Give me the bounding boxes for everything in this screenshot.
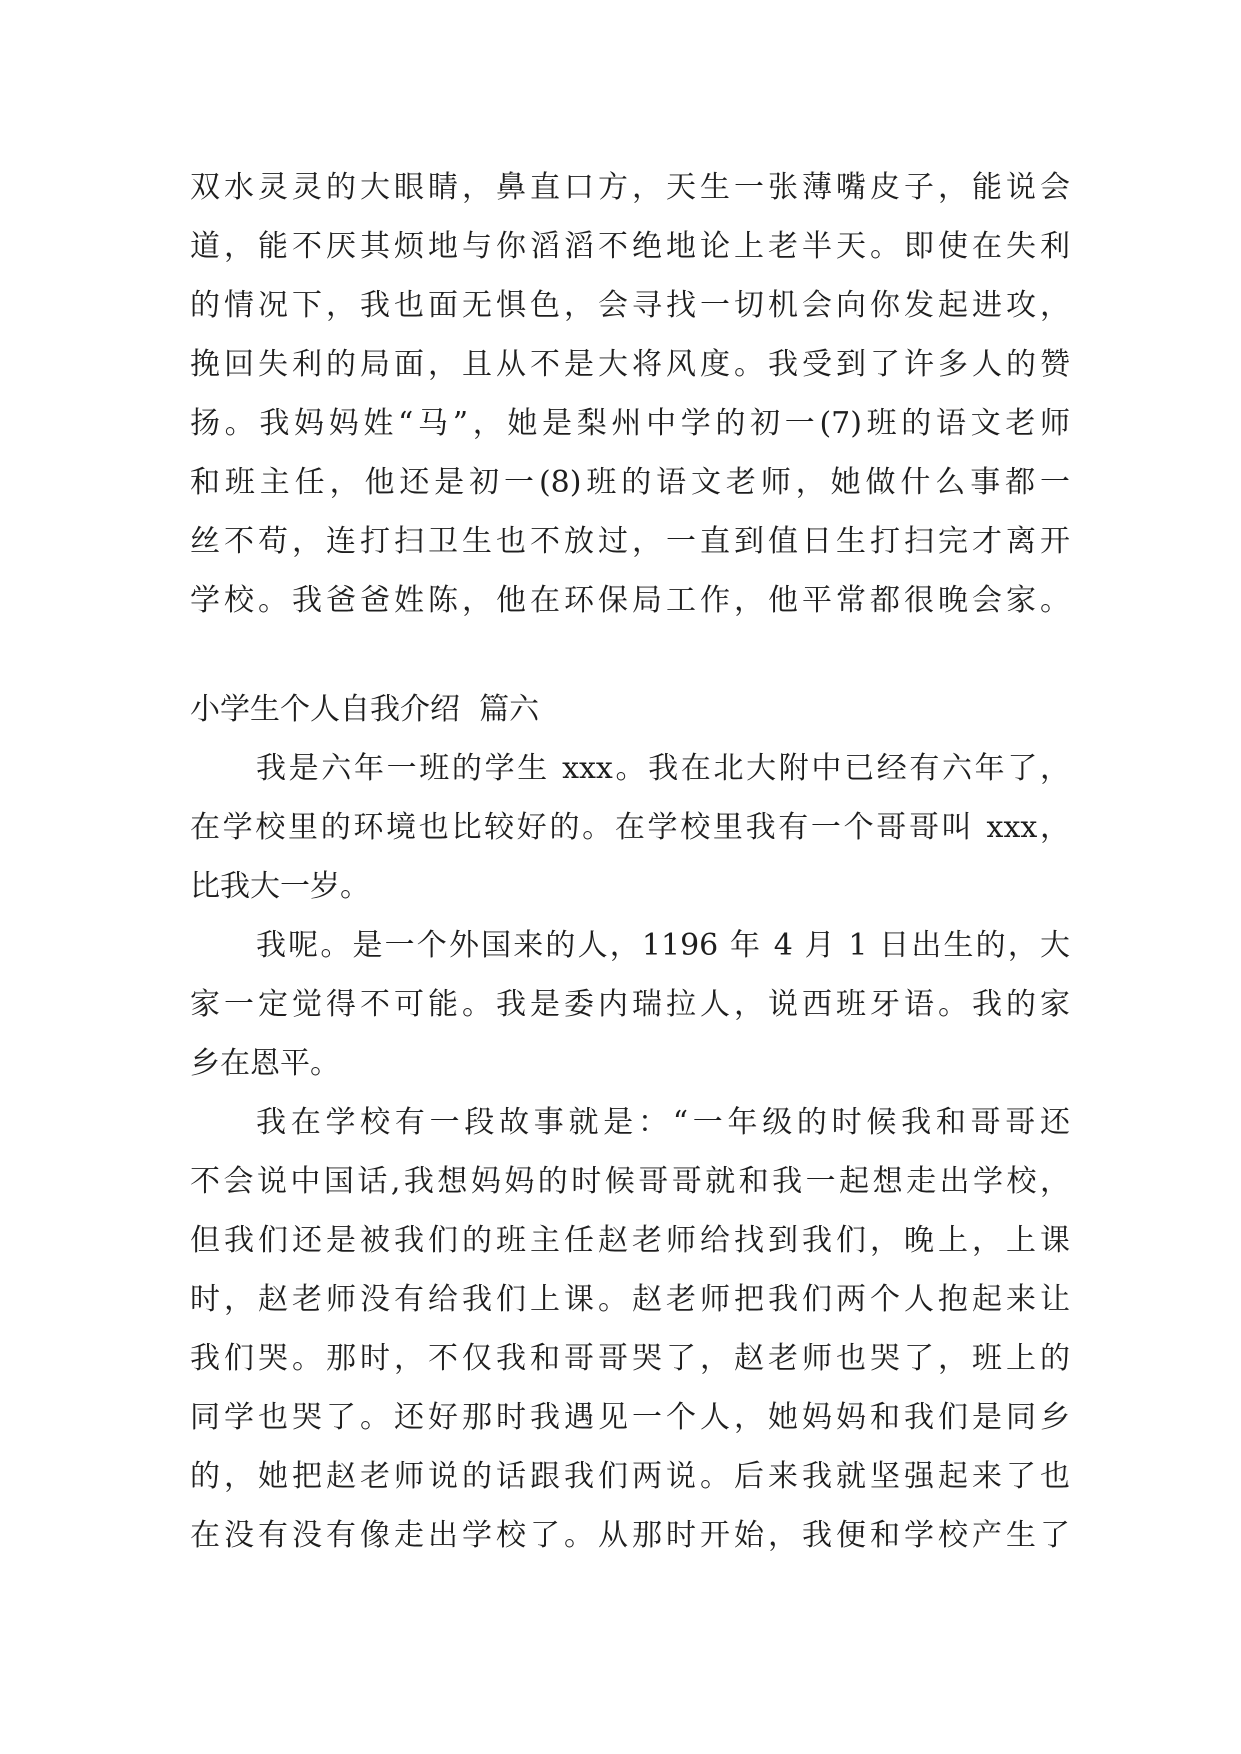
text-line: 在没有没有像走出学校了。从那时开始，我便和学校产生了 [190, 1518, 1070, 1553]
text-line: 但我们还是被我们的班主任赵老师给找到我们，晚上，上课 [190, 1223, 1070, 1258]
intro-paragraph [190, 158, 1070, 630]
text-line: 时，赵老师没有给我们上课。赵老师把我们两个人抱起来让 [190, 1282, 1070, 1317]
text-line: 我们哭。那时，不仅我和哥哥哭了，赵老师也哭了，班上的 [190, 1341, 1070, 1376]
section-heading: 小学生个人自我介绍 篇六 [190, 692, 540, 727]
text-line: 的，她把赵老师说的话跟我们两说。后来我就坚强起来了也 [190, 1459, 1070, 1494]
section-paragraph-3 [190, 1093, 1070, 1565]
text-line: 我呢。是一个外国来的人，1196 年 4 月 1 日出生的，大 [256, 928, 1070, 963]
text-line: 的情况下，我也面无惧色，会寻找一切机会向你发起进攻， [190, 288, 1070, 323]
text-line: 丝不苟，连打扫卫生也不放过，一直到值日生打扫完才离开 [190, 524, 1070, 559]
text-line: 在学校里的环境也比较好的。在学校里我有一个哥哥叫 xxx， [190, 810, 1070, 845]
text-line: 和班主任，他还是初一(8)班的语文老师，她做什么事都一 [190, 465, 1070, 500]
section-gap [190, 630, 1070, 680]
text-line: 学校。我爸爸姓陈，他在环保局工作，他平常都很晚会家。 [190, 583, 1070, 618]
document-body [190, 158, 1070, 1565]
section-paragraph-2 [190, 916, 1070, 1093]
text-line: 不会说中国话,我想妈妈的时候哥哥就和我一起想走出学校， [190, 1164, 1070, 1199]
section-paragraph-1 [190, 739, 1070, 916]
text-line: 比我大一岁。 [190, 869, 370, 904]
text-line: 双水灵灵的大眼睛，鼻直口方，天生一张薄嘴皮子，能说会 [190, 170, 1070, 205]
text-line: 扬。我妈妈姓“马”，她是梨州中学的初一(7)班的语文老师 [190, 406, 1070, 441]
text-line: 乡在恩平。 [190, 1046, 340, 1081]
text-line: 道，能不厌其烦地与你滔滔不绝地论上老半天。即使在失利 [190, 229, 1070, 264]
text-line: 我在学校有一段故事就是：“一年级的时候我和哥哥还 [256, 1105, 1070, 1140]
text-line: 我是六年一班的学生 xxx。我在北大附中已经有六年了， [256, 751, 1070, 786]
text-line: 家一定觉得不可能。我是委内瑞拉人，说西班牙语。我的家 [190, 987, 1070, 1022]
text-line: 挽回失利的局面，且从不是大将风度。我受到了许多人的赞 [190, 347, 1070, 382]
text-line: 同学也哭了。还好那时我遇见一个人，她妈妈和我们是同乡 [190, 1400, 1070, 1435]
